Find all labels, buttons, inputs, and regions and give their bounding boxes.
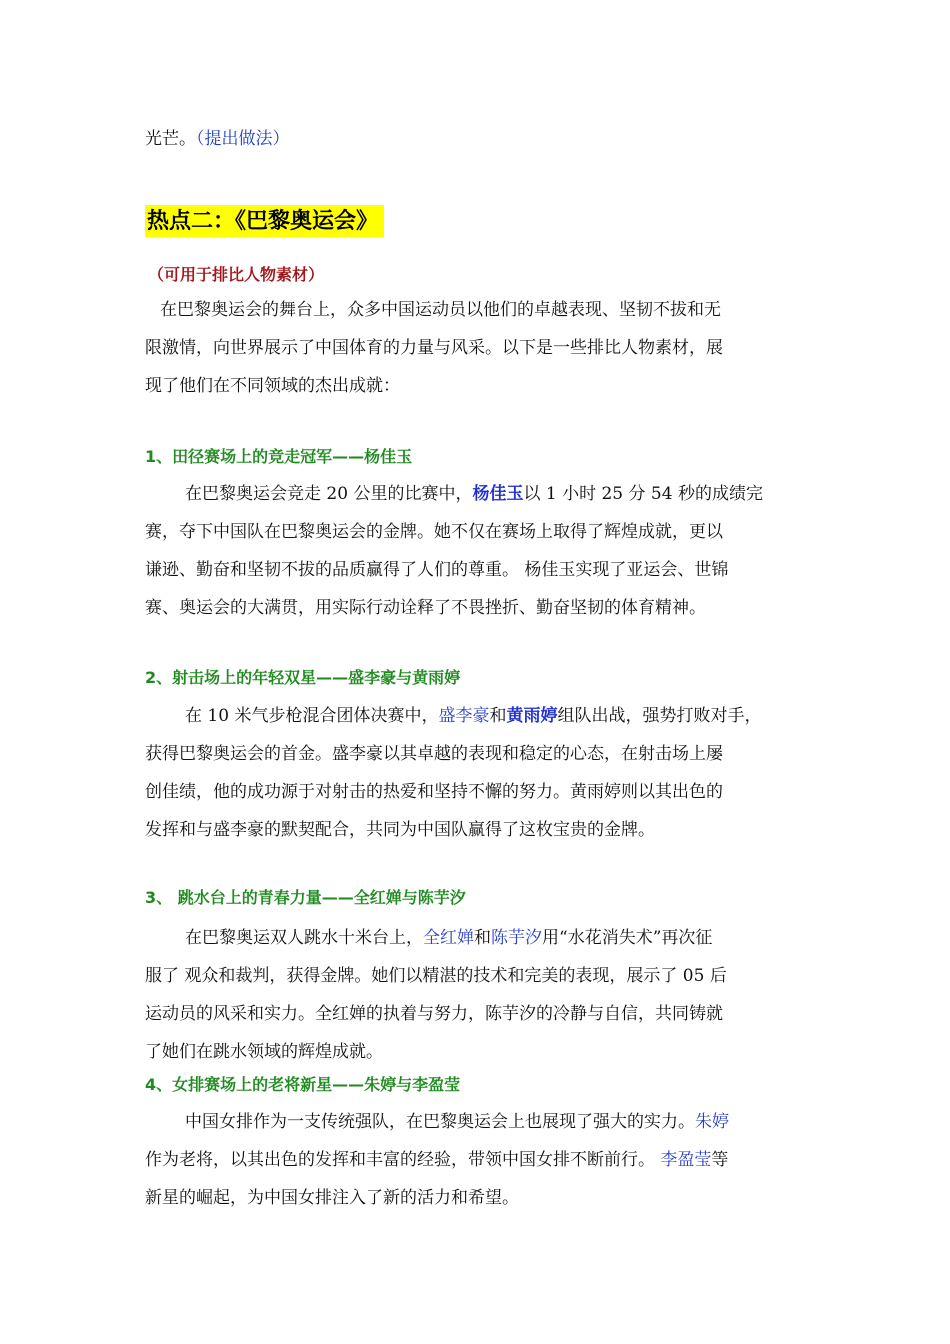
section-2-line-1-end: 组队出战，强势打败对手，: [557, 706, 762, 726]
section-4-line-1-start: 中国女排作为一支传统强队，在巴黎奥运会上也展现了强大的实力。: [185, 1112, 695, 1132]
section-1-line-4: 赛、奥运会的大满贯，用实际行动诠释了不畏挫折、勤奋坚韧的体育精神。: [145, 598, 706, 618]
athlete-name-quan: 全红婵: [423, 928, 474, 948]
section-4-title: 4、女排赛场上的老将新星——朱婷与李盈莹: [145, 1075, 461, 1094]
athlete-name-zhu: 朱婷: [695, 1112, 729, 1132]
intro-line-2: 限激情，向世界展示了中国体育的力量与风采。以下是一些排比人物素材，展: [145, 338, 723, 358]
section-4-line-3: 新星的崛起，为中国女排注入了新的活力和希望。: [145, 1188, 519, 1208]
athlete-name-sheng: 盛李豪: [438, 706, 490, 726]
section-2-line-1-start: 在 10 米气步枪混合团体决赛中，: [185, 706, 439, 726]
section-2-line-3: 创佳绩，他的成功源于对射击的热爱和坚持不懈的努力。黄雨婷则以其出色的: [145, 782, 723, 802]
section-4-line-2-start: 作为老将，以其出色的发挥和丰富的经验，带领中国女排不断前行。: [145, 1150, 661, 1170]
conjunction: 和: [474, 928, 491, 948]
section-4-line-2: [145, 1148, 728, 1172]
section-2-line-1: [185, 704, 761, 728]
closing-text: 光芒。: [145, 129, 196, 149]
section-3-line-3: 运动员的风采和实力。全红婵的执着与努力，陈芋汐的冷静与自信，共同铸就: [145, 1004, 723, 1024]
section-3-line-1: [185, 926, 712, 950]
section-3-line-1-start: 在巴黎奥运双人跳水十米台上，: [185, 928, 423, 948]
section-1-line-1: [185, 482, 763, 506]
athlete-name-li: 李盈莹: [660, 1150, 712, 1170]
hotspot-title: 热点二：《巴黎奥运会》: [145, 205, 384, 237]
conjunction: 和: [489, 706, 507, 726]
intro-line-3: 现了他们在不同领域的杰出成就：: [145, 376, 400, 396]
section-3-line-1-end: 用“水花消失术”再次征: [542, 928, 713, 948]
section-4-line-1: [185, 1110, 729, 1134]
closing-line: [145, 127, 290, 151]
section-4-line-2-end: 等: [711, 1150, 729, 1170]
section-3-line-2: 服了 观众和裁判，获得金牌。她们以精湛的技术和完美的表现，展示了 05 后: [145, 966, 727, 986]
athlete-name-huang: 黄雨婷: [506, 706, 558, 726]
section-1-line-1-start: 在巴黎奥运会竞走 20 公里的比赛中，: [185, 484, 473, 504]
section-1-line-2: 赛，夺下中国队在巴黎奥运会的金牌。她不仅在赛场上取得了辉煌成就，更以: [145, 522, 723, 542]
section-1-title: 1、田径赛场上的竞走冠军——杨佳玉: [145, 447, 413, 466]
section-2-line-2: 获得巴黎奥运会的首金。盛李豪以其卓越的表现和稳定的心态，在射击场上屡: [145, 744, 723, 764]
section-2-title: 2、射击场上的年轻双星——盛李豪与黄雨婷: [145, 668, 461, 687]
section-1-line-3: 谦逊、勤奋和坚韧不拔的品质赢得了人们的尊重。 杨佳玉实现了亚运会、世锦: [145, 560, 729, 580]
section-2-line-4: 发挥和与盛李豪的默契配合，共同为中国队赢得了这枚宝贵的金牌。: [145, 820, 655, 840]
athlete-name-yang: 杨佳玉: [472, 484, 524, 504]
section-3-line-4: 了她们在跳水领域的辉煌成就。: [145, 1042, 383, 1062]
intro-line-1: 在巴黎奥运会的舞台上，众多中国运动员以他们的卓越表现、坚韧不拔和无: [160, 300, 721, 320]
subtitle-note: （可用于排比人物素材）: [148, 265, 325, 284]
section-1-line-1-end: 以 1 小时 25 分 54 秒的成绩完: [523, 484, 763, 504]
method-note: （提出做法）: [196, 129, 290, 149]
section-3-title: 3、 跳水台上的青春力量——全红婵与陈芋汐: [145, 888, 466, 907]
athlete-name-chen: 陈芋汐: [491, 928, 542, 948]
